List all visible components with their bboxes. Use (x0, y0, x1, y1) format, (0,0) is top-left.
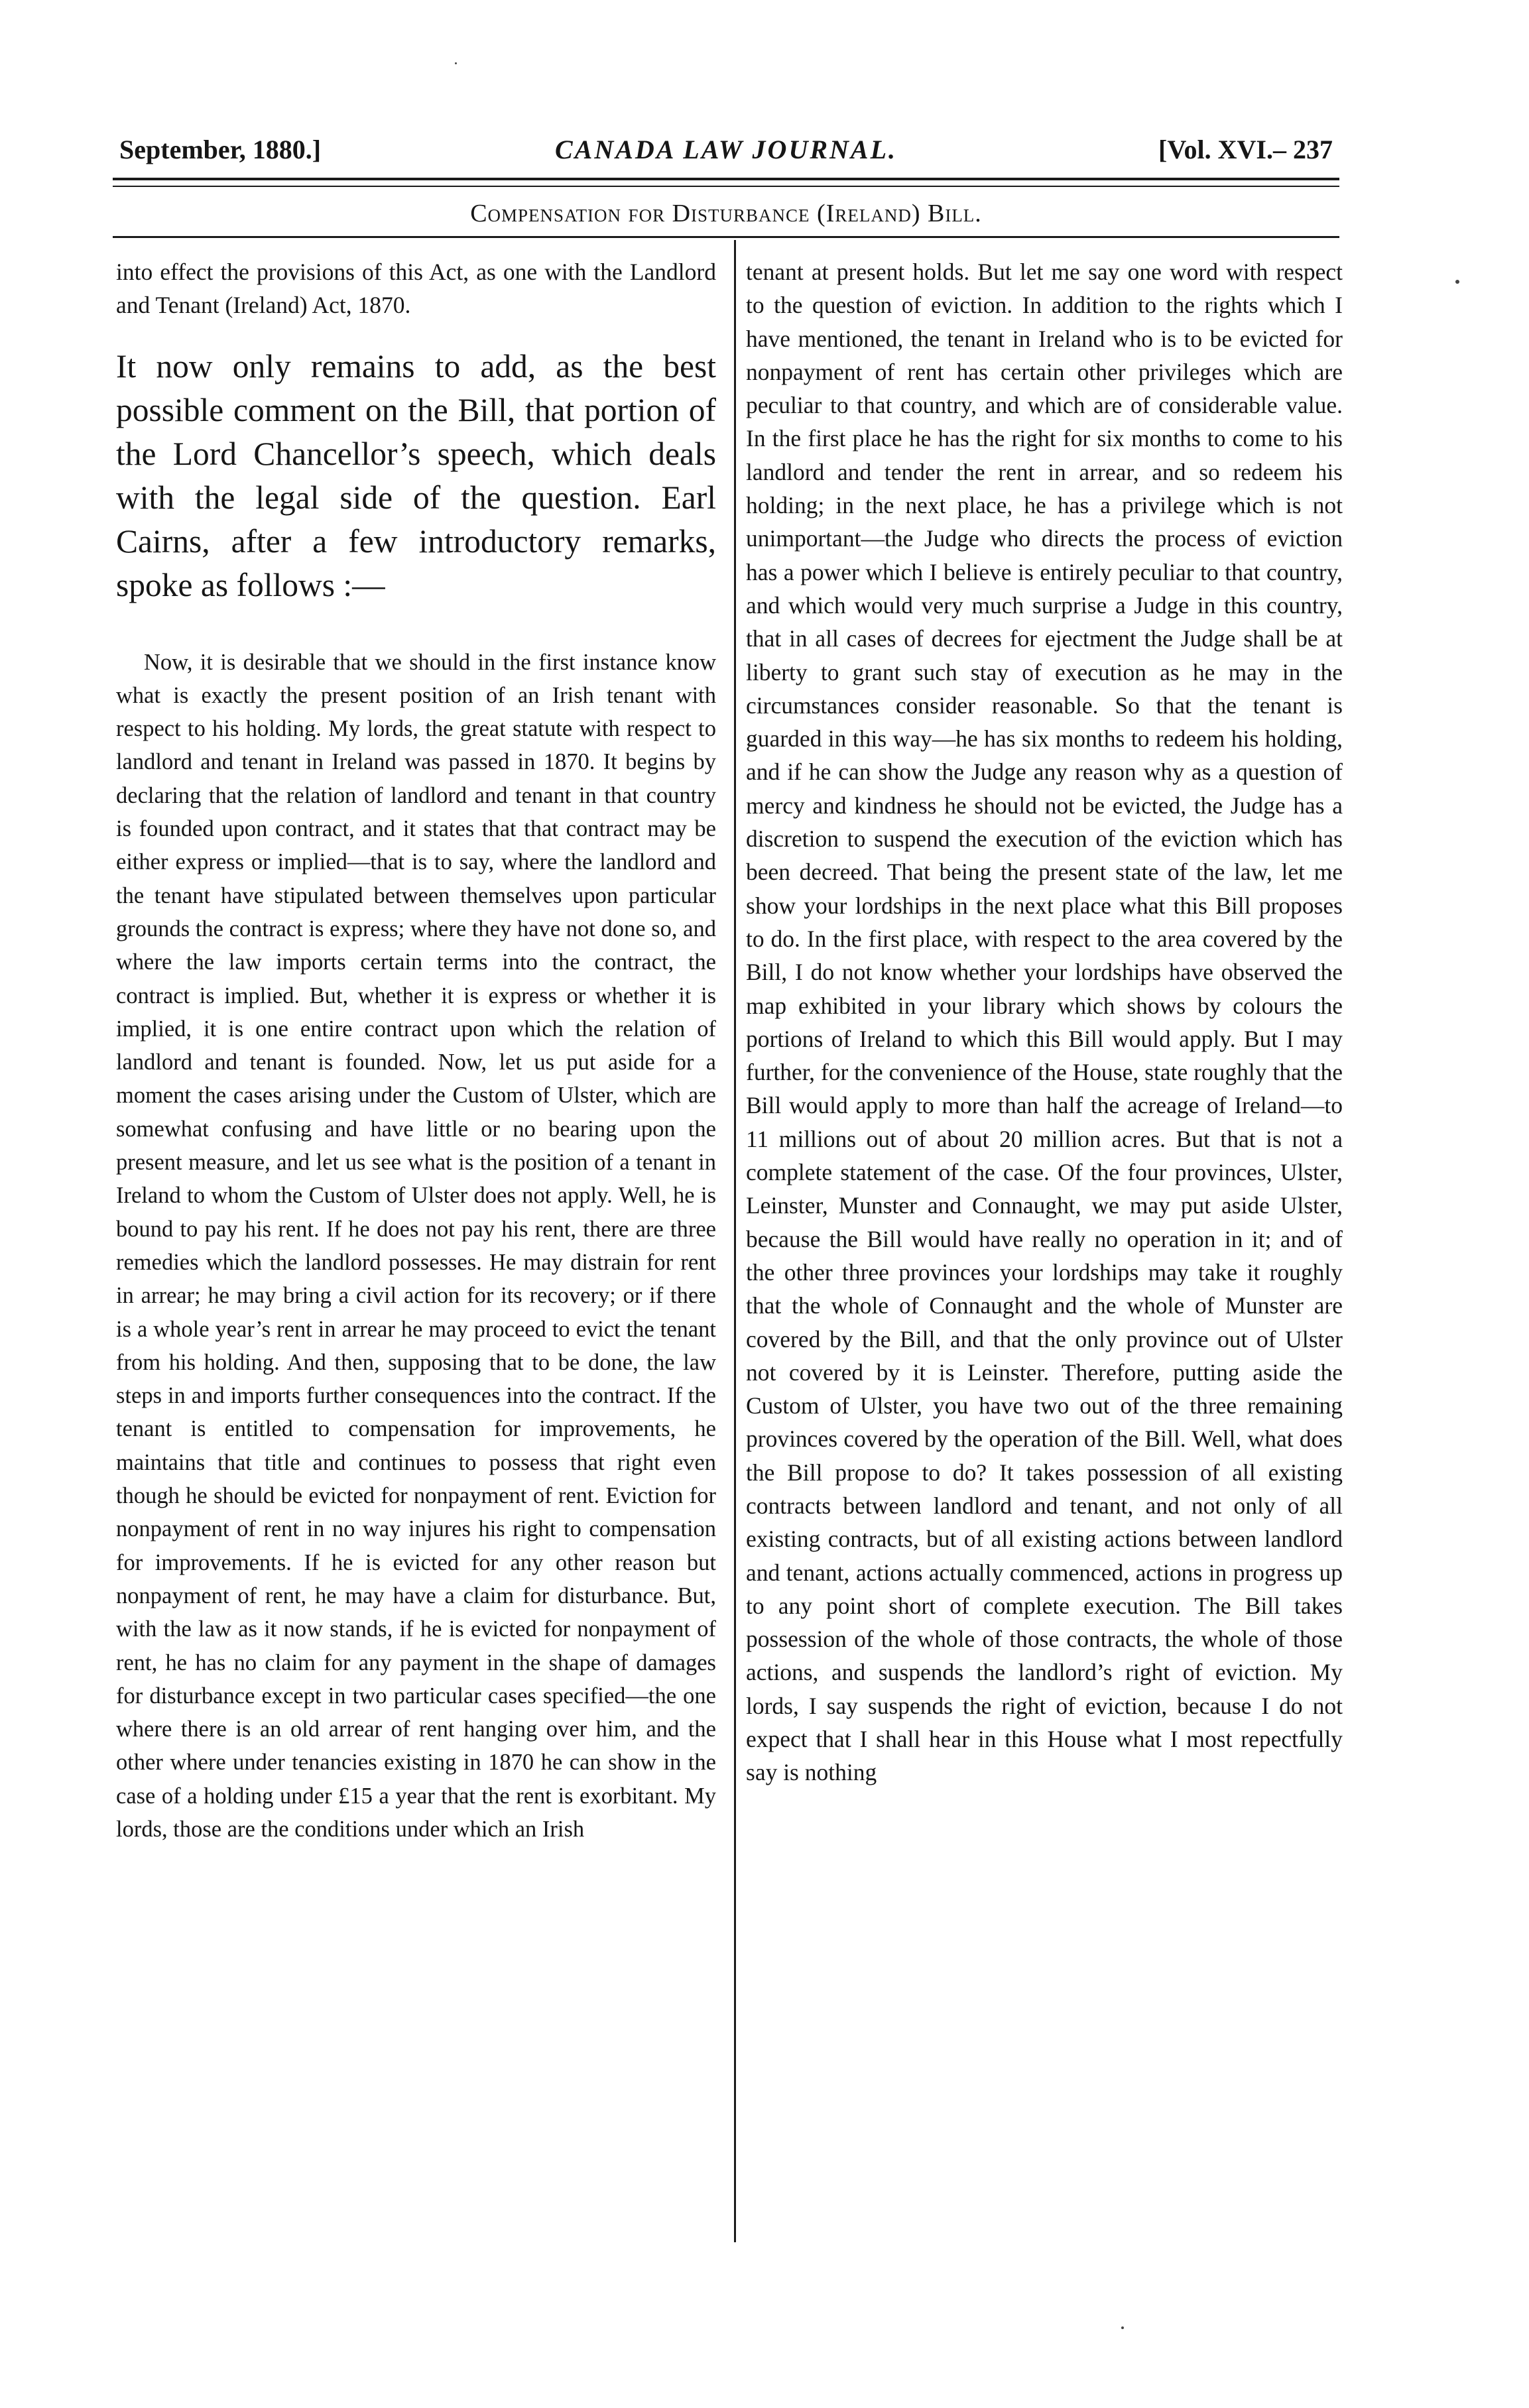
left-column (116, 255, 716, 1846)
header-volume-page: [Vol. XVI.– 237 (1158, 135, 1333, 164)
right-column (746, 255, 1343, 1789)
print-speck (455, 62, 457, 64)
header-rule-thin (113, 186, 1339, 187)
speech-quote-paragraph: Now, it is desirable that we should in the first instance know what is exactly the present position of an Irish tenant with respect to his holding. My lords, the great statute with respect to landlord and tenant in Ireland was passed in 1870. It begins by declaring that the relation of landlord and tenant in that country is founded upon contract, and it states that that contract may be either express or implied—that is to say, where the landlord and the tenant have stipulated between themselves upon particular grounds the contract is express; where they have not done so, and where the law imports certain terms into the contract, the contract is implied. But, whether it is express or whether it is implied, it is one entire contract upon which the relation of landlord and tenant is founded. Now, let us put aside for a moment the cases arising under the Custom of Ulster, which are somewhat confusing and have little or no bearing upon the present measure, and let us see what is the position of a tenant in Ireland to whom the Custom of Ulster does not apply. Well, he is bound to pay his rent. If he does not pay his rent, there are three remedies which the landlord possesses. He may distrain for rent in arrear; he may bring a civil action for its recovery; or if there is a whole year’s rent in arrear he may proceed to evict the tenant from his holding. And then, supposing that to be done, the law steps in and imports further consequences into the contract. If the tenant is entitled to compensation for improvements, he maintains that title and continues to possess that right even though he should be evicted for nonpayment of rent. Eviction for nonpayment of rent in no way injures his right to compensation for improvements. If he is evicted for any other reason but nonpayment of rent, he may have a claim for disturbance. But, with the law as it now stands, if he is evicted for nonpayment of rent, he has no claim for any payment in the shape of damages for disturbance except in two particular cases specified—the one where there is an old arrear of rent hanging over him, and the other where under tenancies existing in 1870 he can show in the case of a holding under £15 a year that the rent is exorbitant. My lords, those are the conditions under which an Irish (116, 649, 716, 1842)
print-speck (1121, 2326, 1124, 2329)
lead-in-paragraph: into effect the provisions of this Act, as one with the Landlord and Tenant (Ireland) Act, 1870. (116, 259, 716, 319)
section-title: Compensation for Disturbance (Ireland) Bill. (470, 200, 982, 227)
running-header (119, 130, 1333, 170)
header-rule-thick (113, 178, 1339, 180)
column-divider (734, 240, 736, 2242)
header-date: September, 1880.] (119, 135, 322, 164)
speech-continuation-paragraph: tenant at present holds. But let me say one word with respect to the question of eviction. In addition to the rights which I have mentioned, the tenant in Ireland who is to be evicted for nonpayment of rent has certain other privileges which are peculiar to that country, and which are of considerable value. In the first place he has the right for six months to come to his landlord and tender the rent in arrear, and so redeem his holding; in the next place, he has a privilege which is not unimportant—the Judge who directs the process of eviction has a power which I believe is entirely peculiar to that country, and which would very much surprise a Judge in this country, that in all cases of decrees for ejectment the Judge shall be at liberty to grant such stay of execution as he may in the circumstances consider reasonable. So that the tenant is guarded in this way—he has six months to redeem his holding, and if he can show the Judge any reason why as a question of mercy and kindness he should not be evicted, the Judge has a discretion to suspend the execution of the eviction which has been decreed. That being the present state of the law, let me show your lordships in the next place what this Bill proposes to do. In the first place, with respect to the area covered by the Bill, I do not know whether your lordships have observed the map exhibited in your library which shows by colours the portions of Ireland to which this Bill would apply. But I may further, for the convenience of the House, state roughly that the Bill would apply to more than half the acreage of Ireland—to 11 millions out of about 20 million acres. But that is not a complete statement of the case. Of the four provinces, Ulster, Leinster, Munster and Connaught, we may put aside Ulster, because the Bill would have really no operation in it; and of the other three provinces your lordships may take it roughly that the whole of Connaught and the whole of Munster are covered by the Bill, and that the only province out of Ulster not covered by it is Leinster. Therefore, putting aside the Custom of Ulster, you have two out of the three remaining provinces covered by the operation of the Bill. Well, what does the Bill propose to do? It takes possession of all existing contracts between landlord and tenant, and not only of all existing contracts, but of all existing actions between landlord and tenant, actions actually commenced, actions in progress up to any point short of complete execution. The Bill takes possession of the whole of those contracts, the whole of those actions, and suspends the landlord’s right of eviction. My lords, I say suspends the right of eviction, because I do not expect that I shall hear in this House what I most repectfully say is nothing (746, 259, 1343, 1786)
section-rule (113, 236, 1339, 238)
header-journal-title: CANADA LAW JOURNAL. (554, 135, 898, 164)
intro-paragraph: It now only remains to add, as the best possible comment on the Bill, that portion of the Lord Chancellor’s speech, which deals with the legal side of the question. Earl Cairns, after a few introductory remarks, spoke as follows :— (116, 347, 716, 603)
print-speck (1455, 280, 1459, 284)
